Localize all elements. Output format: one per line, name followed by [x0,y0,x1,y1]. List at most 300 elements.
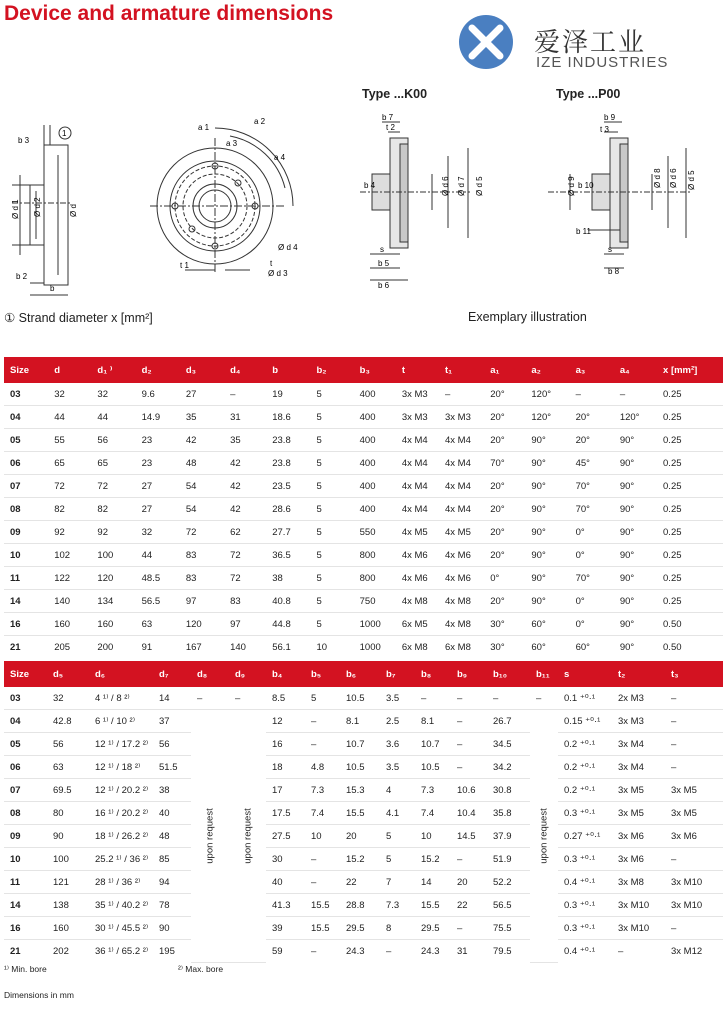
table-cell: 3x M5 [665,779,723,802]
table-cell: 34.5 [487,733,530,756]
table-cell: 4 [380,779,415,802]
table-cell: 4x M6 [439,544,484,567]
table-cell: 23 [136,429,180,452]
table-cell: 400 [354,429,396,452]
table-cell: 15.2 [415,848,451,871]
table-cell: 65 [91,452,135,475]
size-cell: 11 [4,567,48,590]
table-cell: 122 [48,567,91,590]
table-cell: 3x M10 [665,894,723,917]
size-cell: 06 [4,452,48,475]
table-row [4,779,723,802]
table-cell: 3x M8 [612,871,665,894]
dimension-table-1 [4,357,723,658]
table-cell: – [305,871,340,894]
table-cell: 92 [48,521,91,544]
table-cell: 120° [525,383,569,406]
table2-col-header: b₇ [380,661,415,687]
table-cell: 800 [354,544,396,567]
size-cell: 04 [4,710,47,733]
table-cell: 3.6 [380,733,415,756]
table-cell: 94 [153,871,191,894]
table-cell: – [305,848,340,871]
table2-col-header: d₉ [229,661,266,687]
table-cell: 6x M8 [445,641,471,653]
table-cell: 20° [484,498,525,521]
table-cell: 62 [224,521,266,544]
table1-col-header: a₁ [484,357,525,383]
upon-request-text: upon request [538,808,550,864]
table-cell: 90° [614,452,657,475]
table-cell: 17.5 [266,802,305,825]
table-cell: 28.8 [340,894,380,917]
table-cell: 0.3 ⁺⁰·¹ [558,848,612,871]
table-cell: 0° [570,590,614,613]
table-cell: 0.2 ⁺⁰·¹ [558,756,612,779]
table-cell: 42 [224,452,266,475]
table-cell: 5 [305,687,340,710]
table-cell: 44 [91,406,135,429]
table-cell: 5 [310,544,353,567]
table-cell: 10.5 [340,756,380,779]
label-d6: Ø d 6 [441,176,450,196]
table-cell: 20° [484,406,525,429]
table-cell: 8.1 [415,710,451,733]
table-cell: 34.2 [487,756,530,779]
size-cell: 03 [4,687,47,710]
table-cell: 22 [451,894,487,917]
table-cell: 195 [159,945,175,957]
table-cell: 36 ¹⁾ / 65.2 ²⁾ [95,945,149,957]
table-cell: 30.8 [487,779,530,802]
table1-col-header: d₄ [224,357,266,383]
table-cell: 5 [310,567,353,590]
table-row [4,940,723,963]
label-b10: b 10 [578,181,594,190]
label-d4: Ø d 4 [278,243,298,252]
table-cell: 51.9 [487,848,530,871]
table-row [4,848,723,871]
table-row [4,613,723,636]
footnote-min-bore: ¹⁾ Min. bore [4,964,47,974]
table-cell: 97 [224,613,266,636]
table-cell: 8.5 [266,687,305,710]
table-cell: 100 [47,848,89,871]
table-cell: 3x M6 [612,848,665,871]
table-cell: 7.3 [305,779,340,802]
table-cell: – [451,917,487,940]
size-cell: 07 [4,779,47,802]
table-cell: 4x M5 [396,521,439,544]
table-cell: 30° [490,641,505,653]
table-cell: 0.25 [657,452,723,475]
table-cell: 3x M3 [439,406,484,429]
table-cell: 17 [266,779,305,802]
table-cell: 140 [230,641,246,653]
table-cell: 14.5 [451,825,487,848]
table-cell: 19 [266,383,310,406]
table-cell: 0.3 ⁺⁰·¹ [558,802,612,825]
table-cell: 0.3 ⁺⁰·¹ [558,917,612,940]
table-cell: 6x M5 [396,613,439,636]
table-cell: 23.8 [266,452,310,475]
table-row [4,687,723,710]
label-a2: a 2 [254,117,266,126]
table-cell: 60° [575,641,590,653]
table-cell: 7.4 [415,802,451,825]
table1-col-header: d [48,357,91,383]
table-cell: 28.6 [266,498,310,521]
table-cell: 138 [47,894,89,917]
table-cell: 63 [47,756,89,779]
table1-col-header: d₃ [180,357,224,383]
p00-drawing [548,108,698,283]
table-cell: 38 [266,567,310,590]
table-cell: 3.5 [380,687,415,710]
table-cell: 40 [266,871,305,894]
table-cell: 7.4 [305,802,340,825]
table-cell: 5 [310,475,353,498]
table-cell: 800 [354,567,396,590]
table-cell: 10.7 [415,733,451,756]
table-cell: 90° [614,429,657,452]
table-cell: 400 [354,406,396,429]
table-cell: 4x M6 [439,567,484,590]
size-cell: 08 [4,498,48,521]
table-cell: 10 [305,825,340,848]
table1-col-header: d₁ ⁾ [91,357,135,383]
table-cell: 4x M5 [439,521,484,544]
table-cell: – [229,687,266,710]
table-cell: 5 [310,498,353,521]
table-cell: 12 ¹⁾ / 17.2 ²⁾ [89,733,153,756]
table-cell: 0.50 [657,613,723,636]
label-d7: Ø d 7 [457,176,466,196]
table-cell: 90° [525,429,569,452]
table-row [4,452,723,475]
label-s-p: s [608,245,612,254]
size-cell: 16 [4,613,48,636]
table-cell: 35 [224,429,266,452]
table-cell: 42 [224,498,266,521]
table-cell: 3x M10 [612,917,665,940]
table-cell: 8 [380,917,415,940]
table-cell: 78 [153,894,191,917]
table-cell: 120 [91,567,135,590]
table-cell: 32 [136,521,180,544]
table-cell: 5 [310,406,353,429]
table-cell: 70° [570,567,614,590]
upon-request-cell [191,710,229,963]
table-cell: 45° [570,452,614,475]
table-cell: 20° [570,429,614,452]
table-cell: 90° [525,475,569,498]
label-b2: b 2 [16,272,28,281]
table-cell: 48 [153,825,191,848]
table-cell: 7 [380,871,415,894]
table-cell: 3x M12 [671,945,703,957]
table-cell: 15.5 [305,894,340,917]
side-view-drawing [0,115,90,305]
table-row [4,590,723,613]
table-cell: 60° [525,613,569,636]
table-cell: 0.25 [657,590,723,613]
table-cell: 90° [614,544,657,567]
label-b4: b 4 [364,181,376,190]
table-cell: 0° [570,613,614,636]
table-cell: 90 [47,825,89,848]
table-cell: 90° [614,521,657,544]
table-cell: 205 [54,641,71,653]
table-cell: 3x M5 [612,779,665,802]
table-cell: 90° [525,521,569,544]
table-cell: 20° [484,544,525,567]
table-cell: 15.5 [305,917,340,940]
label-b5: b 5 [378,259,390,268]
table-cell: 90° [614,613,657,636]
table-cell: 0.25 [657,521,723,544]
table-cell: 10.5 [415,756,451,779]
table-cell: 18 ¹⁾ / 26.2 ²⁾ [89,825,153,848]
table-row [4,383,723,406]
table-cell: 160 [91,613,135,636]
table-cell: 35 [180,406,224,429]
label-a3: a 3 [226,139,238,148]
table-cell: 0.4 ⁺⁰·¹ [558,871,612,894]
table-cell: 29.5 [415,917,451,940]
table-cell: – [665,733,723,756]
table2-col-header: d₆ [89,661,153,687]
table1-col-header: d₂ [136,357,180,383]
table-cell: 90° [525,498,569,521]
table-cell: 28 ¹⁾ / 36 ²⁾ [89,871,153,894]
table-cell: 90 [153,917,191,940]
table-cell: 5 [380,848,415,871]
table-cell: 0.3 ⁺⁰·¹ [558,894,612,917]
table-cell: 39 [266,917,305,940]
table-cell: – [530,687,558,710]
table-cell: 4.8 [305,756,340,779]
exemplary-caption: Exemplary illustration [468,310,587,324]
label-a1: a 1 [198,123,210,132]
table-cell: 82 [91,498,135,521]
table-cell: 20 [340,825,380,848]
footnote-units: Dimensions in mm [4,990,74,1000]
table-cell: 31 [457,945,468,957]
table-cell: 90° [614,590,657,613]
front-view-drawing [150,108,335,283]
table-cell: 6 ¹⁾ / 10 ²⁾ [89,710,153,733]
table-cell: 15.3 [340,779,380,802]
table-cell: 4x M6 [396,567,439,590]
label-d1: Ø d 1 [11,199,20,219]
type-p00-label: Type ...P00 [556,87,621,101]
label-b9: b 9 [604,113,616,122]
table-cell: 69.5 [47,779,89,802]
table-cell: 60° [531,641,546,653]
table-cell: 20° [484,521,525,544]
table-cell: – [451,710,487,733]
table-cell: 59 [272,945,283,957]
upon-request-text: upon request [204,808,216,864]
table-cell: 5 [310,590,353,613]
table-cell: 5 [310,429,353,452]
table-cell: 79.5 [493,945,512,957]
upon-request-text: upon request [242,808,253,864]
label-t1: t 1 [180,261,189,270]
table-cell: 10.5 [340,687,380,710]
table2-col-header: t₃ [665,661,723,687]
table-cell: 35 ¹⁾ / 40.2 ²⁾ [89,894,153,917]
logo-english-text: IZE INDUSTRIES [536,54,669,71]
table-cell: 27 [180,383,224,406]
table-cell: 14.9 [136,406,180,429]
table-cell: 30° [484,613,525,636]
table-cell: 70° [570,475,614,498]
table1-col-header: t₁ [439,357,484,383]
label-d2: Ø d 2 [33,197,42,217]
table-cell: 5 [310,383,353,406]
table-cell: 750 [354,590,396,613]
table2-col-header: b₁₀ [487,661,530,687]
table-cell: – [311,945,317,957]
table-cell: 72 [180,521,224,544]
label-b8: b 8 [608,267,620,276]
table-cell: 70° [570,498,614,521]
table-row [4,498,723,521]
table-cell: 24.3 [346,945,365,957]
table-cell: 42 [224,475,266,498]
table-cell: 3x M5 [612,802,665,825]
table-cell: 8.1 [340,710,380,733]
table-cell: 167 [185,641,202,653]
table-cell: 15.2 [340,848,380,871]
table-cell: – [191,687,229,710]
table-cell: 27 [136,498,180,521]
table-cell: 54 [180,475,224,498]
table-1-header-row [4,357,723,383]
table-cell: 7.3 [415,779,451,802]
table-cell: 1000 [354,613,396,636]
table-cell: – [386,945,392,957]
table-cell: 97 [180,590,224,613]
table-cell: 4x M4 [396,429,439,452]
table-cell: 56 [91,429,135,452]
table-row [4,429,723,452]
table-cell: 0° [570,544,614,567]
table1-col-header: a₃ [570,357,614,383]
table-cell: 10.4 [451,802,487,825]
table2-col-header: b₅ [305,661,340,687]
table-cell: 72 [91,475,135,498]
table-cell: – [665,848,723,871]
type-k00-label: Type ...K00 [362,87,428,101]
table-cell: 4.1 [380,802,415,825]
table-cell: 0.27 ⁺⁰·¹ [558,825,612,848]
strand-caption: ① Strand diameter x [mm²] [4,311,153,325]
table2-col-header: d₈ [191,661,229,687]
table-cell: 42 [180,429,224,452]
table-cell: – [487,687,530,710]
table-cell: 27.7 [266,521,310,544]
label-d6-p: Ø d 6 [669,168,678,188]
table-cell: 56.5 [136,590,180,613]
table-row [4,567,723,590]
table-cell: 14 [153,687,191,710]
table-cell: 0° [570,521,614,544]
table2-col-header: s [558,661,612,687]
table-cell: 3.5 [380,756,415,779]
table2-col-header: b₁₁ [530,661,558,687]
table2-col-header: b₄ [266,661,305,687]
upon-request-cell [530,710,558,963]
table-cell: 200 [97,641,114,653]
table-cell: 44 [136,544,180,567]
table-cell: 4 ¹⁾ / 8 ²⁾ [89,687,153,710]
size-cell: 21 [10,945,21,957]
table-cell: 36.5 [266,544,310,567]
table-cell: 4x M6 [396,544,439,567]
table-cell: 18 [266,756,305,779]
table-cell: 30 [266,848,305,871]
table-cell: 83 [180,567,224,590]
table1-col-header: b₂ [310,357,353,383]
table-cell: – [451,733,487,756]
label-d3: Ø d 3 [268,269,288,278]
table-cell: 0.25 [657,429,723,452]
size-cell: 21 [10,641,21,653]
table-cell: 56 [153,733,191,756]
table-cell: 5 [310,613,353,636]
size-cell: 11 [4,871,47,894]
table-cell: 54 [180,498,224,521]
table-cell: 7.3 [380,894,415,917]
label-a4: a 4 [274,153,286,162]
table-cell: 140 [48,590,91,613]
table1-col-header: a₂ [525,357,569,383]
table-cell: 0.1 ⁺⁰·¹ [558,687,612,710]
table-cell: 0° [484,567,525,590]
size-cell: 06 [4,756,47,779]
label-b11: b 11 [576,227,591,236]
size-cell: 10 [4,848,47,871]
table-cell: 0.25 [657,406,723,429]
table-2-header-row [4,661,723,687]
dimension-table-2 [4,661,723,963]
table-row [4,917,723,940]
table-cell: 5 [380,825,415,848]
size-cell: 08 [4,802,47,825]
table-cell: 4x M4 [439,498,484,521]
label-t: t [270,259,273,268]
logo-chinese-text: 爱泽工业 [534,28,647,58]
size-cell: 09 [4,825,47,848]
table-cell: 5 [310,452,353,475]
label-b3: b 3 [18,136,30,145]
table-cell: 23 [136,452,180,475]
table-cell: 48.5 [136,567,180,590]
table-cell: – [618,945,624,957]
label-d5: Ø d 5 [475,176,484,196]
table-cell: 10.6 [451,779,487,802]
table-cell: 12 [266,710,305,733]
table-cell: 40.8 [266,590,310,613]
table-cell: 72 [224,544,266,567]
table-cell: – [665,687,723,710]
table-cell: 20° [484,383,525,406]
table-cell: 56 [47,733,89,756]
table-cell: 72 [224,567,266,590]
